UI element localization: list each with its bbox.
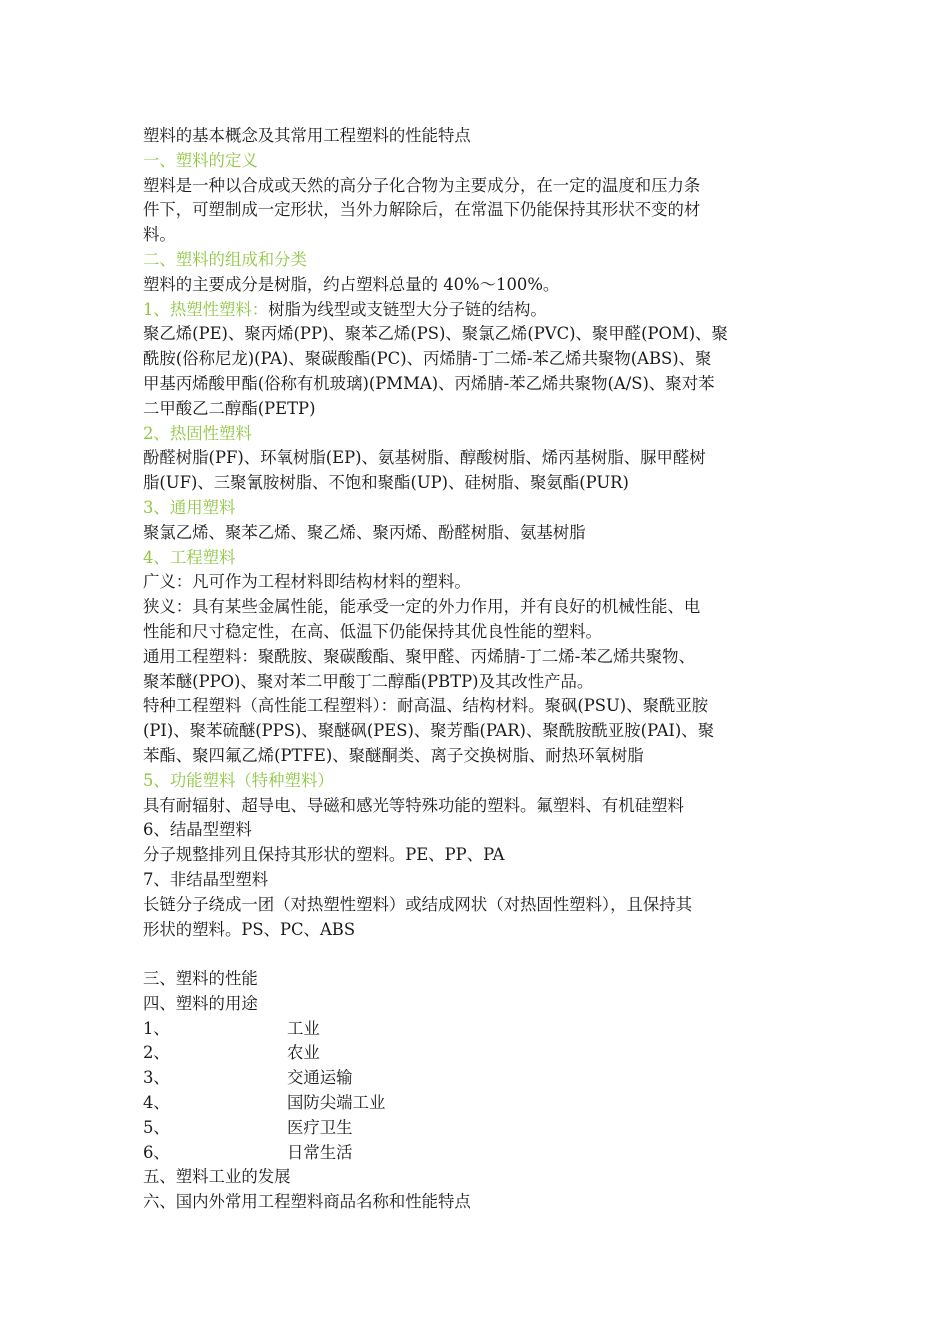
subsection-heading-engineering: 4、工程塑料 xyxy=(143,547,236,567)
paragraph-line: 通用工程塑料：聚酰胺、聚碳酸酯、聚甲醛、丙烯腈-丁二烯-苯乙烯共聚物、 xyxy=(143,646,695,666)
paragraph-line: 甲基丙烯酸甲酯(俗称有机玻璃)(PMMA)、丙烯腈-苯乙烯共聚物(A/S)、聚对苯 xyxy=(143,373,715,393)
subsection-heading-label: 1、热塑性塑料： xyxy=(143,299,269,319)
subsection-heading-thermoplastic xyxy=(143,298,823,323)
list-item-number: 1、 xyxy=(143,1018,170,1038)
paragraph-line: 狭义：具有某些金属性能，能承受一定的外力作用，并有良好的机械性能、电 xyxy=(143,597,701,617)
list-item xyxy=(143,1116,823,1141)
paragraph-line: 酰胺(俗称尼龙)(PA)、聚碳酸酯(PC)、丙烯腈-丁二烯-苯乙烯共聚物(ABS)、聚 xyxy=(143,349,712,369)
paragraph-line: 脂(UF)、三聚氰胺树脂、不饱和聚酯(UP)、硅树脂、聚氨酯(PUR) xyxy=(143,473,629,493)
paragraph-line: 具有耐辐射、超导电、导磁和感光等特殊功能的塑料。氟塑料、有机硅塑料 xyxy=(143,795,684,815)
paragraph-line: 苯酯、聚四氟乙烯(PTFE)、聚醚酮类、离子交换树脂、耐热环氧树脂 xyxy=(143,745,644,765)
paragraph-line: 特种工程塑料（高性能工程塑料）：耐高温、结构材料。聚砜(PSU)、聚酰亚胺 xyxy=(143,696,709,716)
list-item xyxy=(143,1041,823,1066)
list-item-number: 5、 xyxy=(143,1117,170,1137)
list-item-label: 国防尖端工业 xyxy=(287,1093,386,1113)
paragraph-line: 二甲酸乙二醇酯(PETP) xyxy=(143,398,316,418)
list-item-label: 工业 xyxy=(287,1018,320,1038)
section-heading-uses: 四、塑料的用途 xyxy=(143,993,258,1013)
list-item-number: 3、 xyxy=(143,1068,170,1088)
list-item-label: 农业 xyxy=(287,1043,320,1063)
paragraph-line: 长链分子绕成一团（对热塑性塑料）或结成网状（对热固性塑料），且保持其 xyxy=(143,894,693,914)
paragraph-line: 聚苯醚(PPO)、聚对苯二甲酸丁二醇酯(PBTP)及其改性产品。 xyxy=(143,671,594,691)
subsection-heading-thermoset: 2、热固性塑料 xyxy=(143,423,252,443)
section-heading-composition: 二、塑料的组成和分类 xyxy=(143,249,307,269)
paragraph-line: (PI)、聚苯硫醚(PPS)、聚醚砜(PES)、聚芳酯(PAR)、聚酰胺酰亚胺(PAI)、聚 xyxy=(143,721,715,741)
list-item-label: 日常生活 xyxy=(287,1142,353,1162)
list-item xyxy=(143,1017,823,1042)
section-heading-definition: 一、塑料的定义 xyxy=(143,150,258,170)
paragraph-line: 塑料的主要成分是树脂，约占塑料总量的 40%～100%。 xyxy=(143,274,560,294)
paragraph-line: 性能和尺寸稳定性，在高、低温下仍能保持其优良性能的塑料。 xyxy=(143,621,602,641)
list-item-number: 4、 xyxy=(143,1093,170,1113)
paragraph-line: 形状的塑料。PS、PC、ABS xyxy=(143,919,356,939)
section-heading-development: 五、塑料工业的发展 xyxy=(143,1167,291,1187)
subsection-heading-text: 树脂为线型或支链型大分子链的结构。 xyxy=(268,299,547,319)
list-item-label: 医疗卫生 xyxy=(287,1117,353,1137)
section-heading-properties: 三、塑料的性能 xyxy=(143,969,258,989)
list-item-number: 2、 xyxy=(143,1043,170,1063)
document-page xyxy=(143,124,823,1215)
list-item-number: 6、 xyxy=(143,1142,170,1162)
subsection-heading-functional: 5、功能塑料（特种塑料） xyxy=(143,770,334,790)
list-item xyxy=(143,1141,823,1166)
paragraph-line: 分子规整排列且保持其形状的塑料。PE、PP、PA xyxy=(143,845,505,865)
paragraph-line: 聚乙烯(PE)、聚丙烯(PP)、聚苯乙烯(PS)、聚氯乙烯(PVC)、聚甲醛(POM)、聚 xyxy=(143,324,728,344)
paragraph-line: 件下，可塑制成一定形状，当外力解除后，在常温下仍能保持其形状不变的材 xyxy=(143,200,701,220)
document-title: 塑料的基本概念及其常用工程塑料的性能特点 xyxy=(143,126,471,145)
section-heading-commercial-names: 六、国内外常用工程塑料商品名称和性能特点 xyxy=(143,1192,471,1212)
subsection-heading-general: 3、通用塑料 xyxy=(143,497,236,517)
paragraph-line: 酚醛树脂(PF)、环氧树脂(EP)、氨基树脂、醇酸树脂、烯丙基树脂、脲甲醛树 xyxy=(143,448,706,468)
list-item-label: 交通运输 xyxy=(287,1068,353,1088)
blank-line xyxy=(143,942,823,967)
subsection-heading-amorphous: 7、非结晶型塑料 xyxy=(143,869,269,889)
subsection-heading-crystalline: 6、结晶型塑料 xyxy=(143,820,252,840)
paragraph-line: 聚氯乙烯、聚苯乙烯、聚乙烯、聚丙烯、酚醛树脂、氨基树脂 xyxy=(143,522,586,542)
paragraph-line: 塑料是一种以合成或天然的高分子化合物为主要成分，在一定的温度和压力条 xyxy=(143,175,701,195)
paragraph-line: 料。 xyxy=(143,225,176,245)
list-item xyxy=(143,1066,823,1091)
list-item xyxy=(143,1091,823,1116)
paragraph-line: 广义：凡可作为工程材料即结构材料的塑料。 xyxy=(143,572,471,592)
